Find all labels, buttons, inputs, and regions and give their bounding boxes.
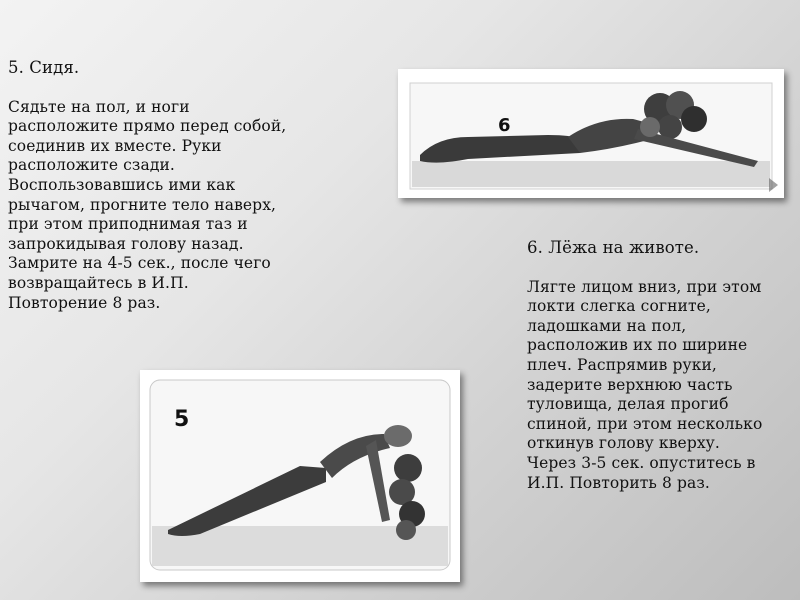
exercise-5-figure [140, 370, 460, 582]
exercise-6-description: Лягте лицом вниз, при этом локти слегка согните, ладошками на пол, расположив их по ширине плеч. Распрямив руки, задерите верхнюю часть туловища, делая прогиб спиной, при этом несколько откинув голову кверху. Через 3-5 сек. опуститесь в И.П. Повторить 8 раз. [527, 277, 763, 492]
corner-arrow-icon [769, 178, 778, 192]
exercise-5-figure-label: 5 [174, 407, 190, 432]
exercise-5-illustration [140, 370, 460, 582]
exercise-6-figure [398, 69, 784, 198]
exercise-6-heading: 6. Лёжа на животе. [527, 238, 700, 257]
exercise-5-description: Сядьте на пол, и ноги расположите прямо перед собой, соединив их вместе. Руки расположите сзади. Воспользовавшись ими как рычагом, прогните тело наверх, при этом приподнимая таз и запрокидывая голову назад. Замрите на 4-5 сек., после чего возвращайтесь в И.П. Повторение 8 раз. [8, 97, 287, 312]
exercise-5-heading: 5. Сидя. [8, 58, 80, 77]
exercise-6-section [527, 238, 787, 493]
exercise-5-section [8, 58, 328, 313]
exercise-6-figure-label: 6 [498, 115, 511, 136]
exercise-6-illustration [398, 69, 784, 198]
